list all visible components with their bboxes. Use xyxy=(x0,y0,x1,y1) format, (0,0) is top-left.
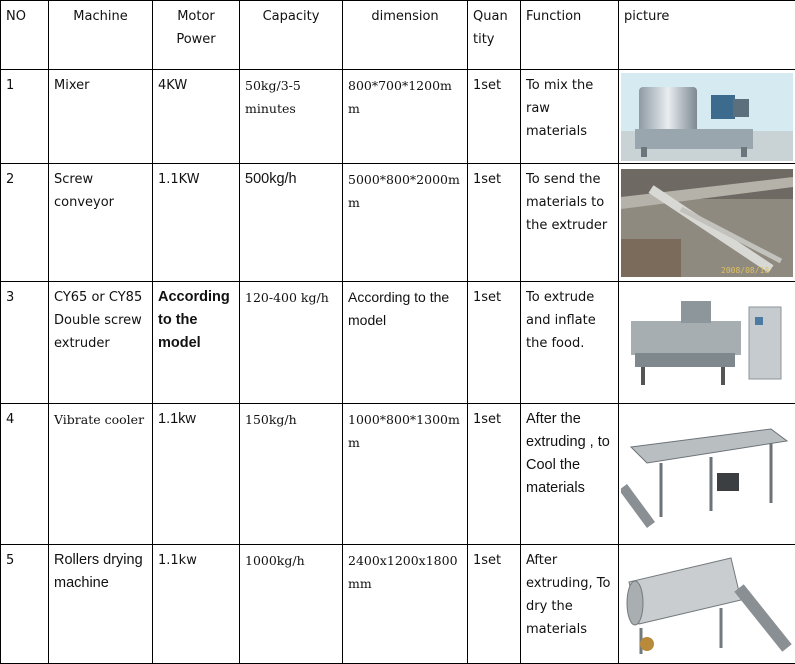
table-row xyxy=(1,404,795,545)
roller-dryer-photo xyxy=(621,548,793,660)
row-dimension: 2400x1200x1800mm xyxy=(343,545,468,664)
row-power: 1.1kw xyxy=(153,545,240,664)
screw-conveyor-photo xyxy=(621,169,793,277)
table-row xyxy=(1,545,795,664)
row-dimension: According to the model xyxy=(343,282,468,404)
row-no: 3 xyxy=(1,282,49,404)
header-no: NO xyxy=(1,1,49,70)
header-row xyxy=(1,1,795,70)
header-function: Function xyxy=(521,1,619,70)
row-capacity: 120-400 kg/h xyxy=(240,282,343,404)
row-dimension: 5000*800*2000mm xyxy=(343,164,468,282)
row-picture xyxy=(619,70,795,164)
table-row xyxy=(1,164,795,282)
row-picture xyxy=(619,164,795,282)
row-dimension: 1000*800*1300mm xyxy=(343,404,468,545)
row-power: 1.1kw xyxy=(153,404,240,545)
row-machine: CY65 or CY85 Double screw extruder xyxy=(49,282,153,404)
row-function: To send the materials to the extruder xyxy=(521,164,619,282)
row-no: 5 xyxy=(1,545,49,664)
row-function: After extruding, To dry the materials xyxy=(521,545,619,664)
row-machine: Mixer xyxy=(49,70,153,164)
table-row xyxy=(1,70,795,164)
row-quantity: 1set xyxy=(468,70,521,164)
row-picture xyxy=(619,545,795,664)
row-machine: Vibrate cooler xyxy=(49,404,153,545)
row-dimension: 800*700*1200mm xyxy=(343,70,468,164)
header-capacity: Capacity xyxy=(240,1,343,70)
row-capacity: 1000kg/h xyxy=(240,545,343,664)
row-capacity: 50kg/3-5 minutes xyxy=(240,70,343,164)
header-picture: picture xyxy=(619,1,795,70)
vibrate-cooler-photo xyxy=(621,407,793,541)
row-quantity: 1set xyxy=(468,282,521,404)
row-quantity: 1set xyxy=(468,545,521,664)
row-picture xyxy=(619,282,795,404)
row-power: 4KW xyxy=(153,70,240,164)
row-machine: Screw conveyor xyxy=(49,164,153,282)
row-machine: Rollers drying machine xyxy=(49,545,153,664)
extruder-machine-photo xyxy=(621,287,793,399)
row-function: To extrude and inflate the food. xyxy=(521,282,619,404)
photo-date-stamp: 2008/08/18 xyxy=(721,266,769,275)
row-quantity: 1set xyxy=(468,404,521,545)
row-capacity: 500kg/h xyxy=(240,164,343,282)
table-row xyxy=(1,282,795,404)
row-function: To mix the raw materials xyxy=(521,70,619,164)
header-machine: Machine xyxy=(49,1,153,70)
row-quantity: 1set xyxy=(468,164,521,282)
header-motor-power: Motor Power xyxy=(153,1,240,70)
row-no: 1 xyxy=(1,70,49,164)
mixer-machine-photo xyxy=(621,73,793,161)
row-capacity: 150kg/h xyxy=(240,404,343,545)
row-picture xyxy=(619,404,795,545)
row-power: According to the model xyxy=(153,282,240,404)
row-no: 2 xyxy=(1,164,49,282)
header-dimension: dimension xyxy=(343,1,468,70)
row-no: 4 xyxy=(1,404,49,545)
header-quantity: Quan tity xyxy=(468,1,521,70)
row-function: After the extruding , to Cool the materials xyxy=(521,404,619,545)
row-power: 1.1KW xyxy=(153,164,240,282)
